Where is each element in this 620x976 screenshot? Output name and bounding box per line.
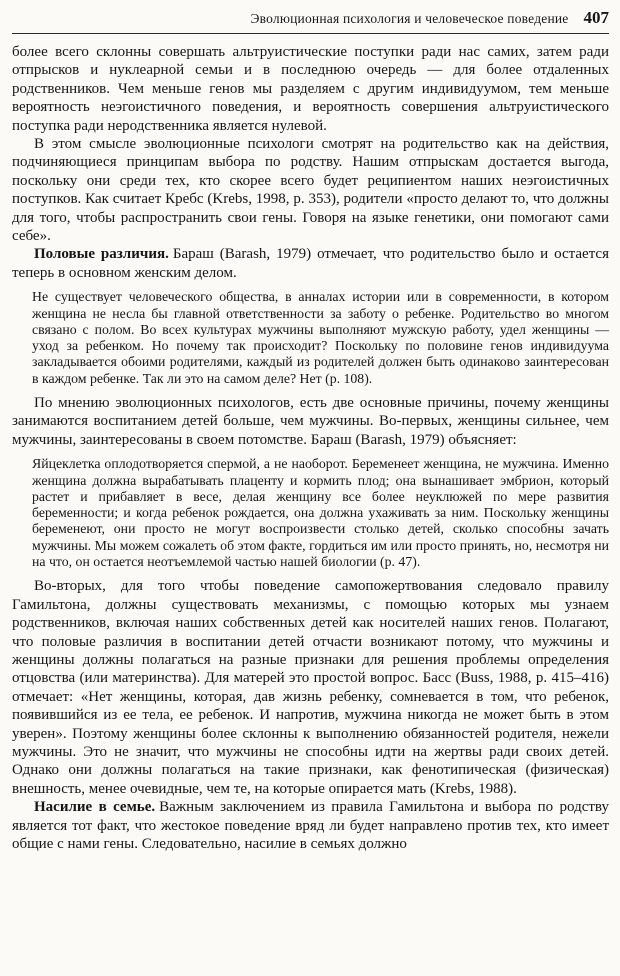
page-number: 407 <box>583 8 609 27</box>
paragraph-text: Важным заключением из правила Гамильтона и выбора по родству является тот факт, что жестокое поведение вряд ли будет направлено против тех, кто имеет общие с нами гены. Следовательно, насилие в семьях должно <box>12 799 609 853</box>
running-header-title: Эволюционная психология и человеческое поведение <box>250 11 569 26</box>
block-quote: Яйцеклетка оплодотворяется спермой, а не наоборот. Беременеет женщина, не мужчина. Именно женщина должна вырабатывать плаценту и кормить плод; она вынашивает эмбрион, который растет и прибавляет в весе, делая женщину все более неуклюжей по мере развития беременности; и когда ребенок рождается, она должна ухаживать за ним. Поскольку женщины беременеют, они просто не могут воспроизвести столько детей, сколько способны зачать мужчины. Мы можем сожалеть об этом факте, гордиться им или просто принять, но, несмотря ни на что, он остается неотъемлемой частью нашей биологии (p. 47). <box>32 456 609 570</box>
paragraph: В этом смысле эволюционные психологи смотрят на родительство как на действия, подчиняющиеся принципам выбора по родству. Нашим отпрыскам достается выгода, поскольку они среди тех, кто скорее всего будет реципиентом наших неэгоистичных поступков. Как считает Кребс (Krebs, 1998, p. 353), родители «просто делают то, что должны для того, чтобы распространить свои гены. Говоря на языке генетики, они помогают сами себе». <box>12 136 609 245</box>
paragraph-with-runin-heading <box>12 798 609 853</box>
runin-heading-sex-differences: Половые различия. <box>34 246 169 263</box>
paragraph-with-runin-heading <box>12 245 609 282</box>
paragraph: По мнению эволюционных психологов, есть две основные причины, почему женщины занимаются воспитанием детей больше, чем мужчины. Во-первых, женщины сильнее, чем мужчины, заинтересованы в своем потомстве. Бараш (Barash, 1979) объясняет: <box>12 395 609 448</box>
block-quote: Не существует человеческого общества, в анналах истории или в современности, в котором женщина не несла бы главной ответственности за заботу о ребенке. Родительство во многом связано с полом. Во всех культурах мужчины выполняют мужскую работу, удел женщины — уход за ребенком. Но почему так происходит? Поскольку по половине генов индивидуума закладывается обоими родителями, каждый из родителей должен быть одинаково заинтересован в каждом ребенке. Так ли это на самом деле? Нет (p. 108). <box>32 289 609 386</box>
page-body <box>12 43 609 853</box>
paragraph: Во-вторых, для того чтобы поведение самопожертвования следовало правилу Гамильтона, должны существовать механизмы, с помощью которых мы узнаем родственников, включая наших собственных детей как носителей наших генов. Полагают, что половые различия в воспитании детей отчасти возникают потому, что мужчины и женщины должны полагаться на разные признаки для решения проблемы определения отцовства (или материнства). Для матерей это простой вопрос. Басс (Buss, 1988, p. 415–416) отмечает: «Нет женщины, которая, дав жизнь ребенку, сомневается в том, что ребенок, появившийся из ее тела, ее ребенок. И напротив, мужчина никогда не может быть в этом уверен». Поэтому женщины более склонны к выполнению обязанностей родителя, нежели мужчины. Это не значит, что мужчины не способны идти на жертвы ради своих детей. Однако они должны полагаться на такие признаки, как фенотипическая (физическая) внешность, менее очевидные, чем те, на которые опирается мать (Krebs, 1988). <box>12 578 609 797</box>
paragraph-text: Бараш (Barash, 1979) отмечает, что родительство было и остается теперь в основном женским делом. <box>12 246 609 281</box>
paragraph-continuation: более всего склонны совершать альтруистические поступки ради нас самих, затем ради отпрысков и нуклеарной семьи и в последнюю очередь — для более отдаленных родственников. Чем меньше генов мы разделяем с другим индивидуумом, тем меньше вероятность неэгоистичного поведения, и вероятность совершения альтруистического поступка ради неродственника является нулевой. <box>12 44 609 134</box>
runin-heading-family-violence: Насилие в семье. <box>34 799 156 816</box>
running-header <box>12 8 609 34</box>
